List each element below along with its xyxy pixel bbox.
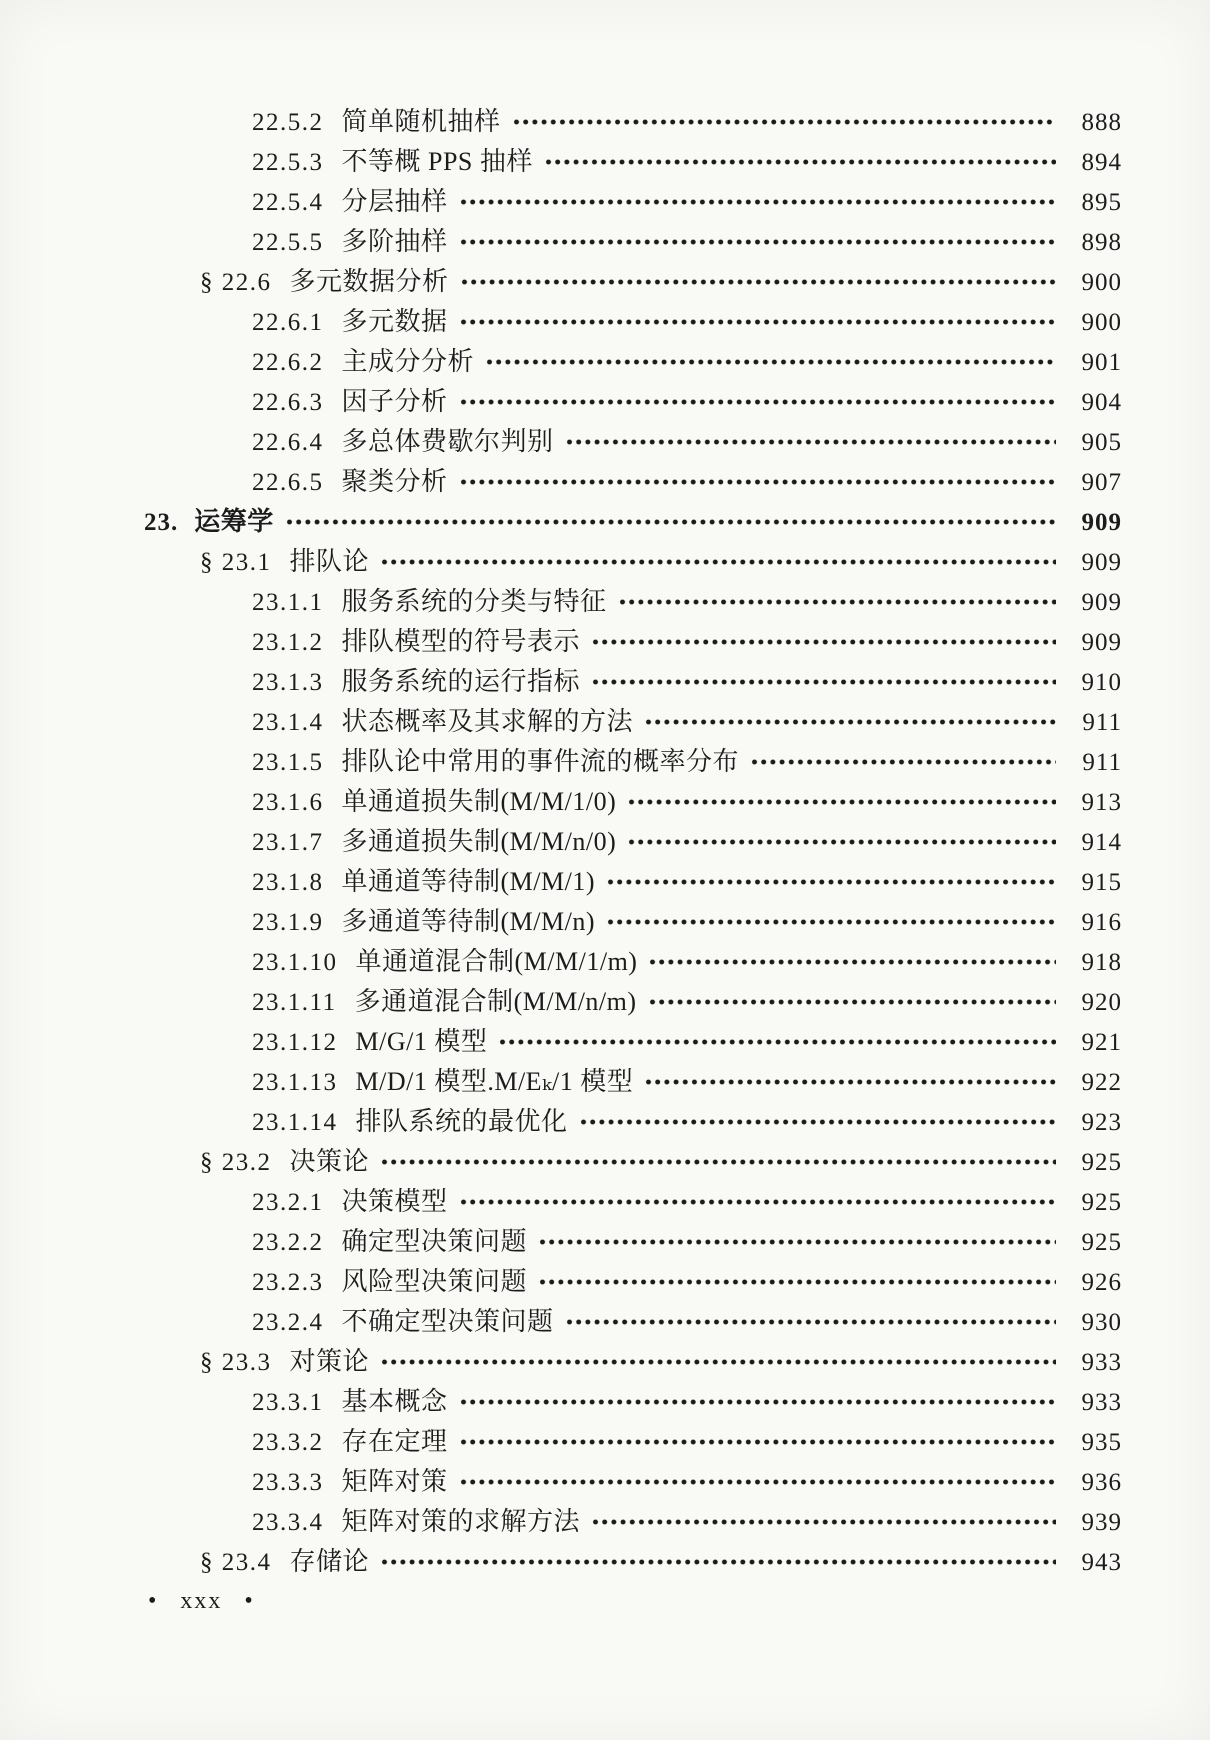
toc-entry-title: 多阶抽样 — [341, 227, 448, 256]
dot-leader — [459, 1437, 1056, 1447]
toc-entry-number: 23.3.3 — [252, 1469, 324, 1496]
toc-entry-title: 分层抽样 — [341, 187, 448, 216]
toc-entry — [0, 302, 1210, 342]
dot-leader — [538, 1277, 1056, 1287]
toc-entry-number: 22.6.1 — [252, 309, 324, 336]
toc-entry-title: 不等概 PPS 抽样 — [341, 147, 533, 176]
toc-entry — [0, 622, 1210, 662]
toc-entry-title: 单通道损失制(M/M/1/0) — [341, 787, 617, 816]
toc-entry-page: 930 — [1081, 1309, 1122, 1336]
dot-leader — [459, 197, 1056, 207]
toc-entry-page: 918 — [1081, 949, 1122, 976]
toc-entry-number: 23.2.1 — [252, 1189, 324, 1216]
toc-entry — [0, 382, 1210, 422]
toc-entry-number: 22.6.3 — [252, 389, 324, 416]
toc-entry-title: 多通道等待制(M/M/n) — [341, 907, 596, 936]
toc-entry — [0, 1182, 1210, 1222]
toc-entry-number: 23.1.11 — [252, 989, 337, 1016]
toc-entry-title: 多通道损失制(M/M/n/0) — [341, 827, 617, 856]
toc-entry-title: M/D/1 模型.M/Eₖ/1 模型 — [355, 1067, 634, 1096]
toc-entry-number: 23.1.5 — [252, 749, 324, 776]
toc-entry-title: 决策模型 — [341, 1187, 448, 1216]
dot-leader — [606, 917, 1056, 927]
toc-entry — [0, 702, 1210, 742]
toc-entry — [0, 502, 1210, 542]
toc-entry-page: 905 — [1081, 429, 1122, 456]
toc-entry-title: 不确定型决策问题 — [341, 1307, 554, 1336]
dot-leader — [485, 357, 1056, 367]
toc-entry — [0, 902, 1210, 942]
toc-entry-page: 935 — [1081, 1429, 1122, 1456]
toc-entry — [0, 342, 1210, 382]
dot-leader — [498, 1037, 1056, 1047]
dot-leader — [565, 1317, 1056, 1327]
toc-entry — [0, 982, 1210, 1022]
toc-entry-number: 23.2.4 — [252, 1309, 324, 1336]
toc-entry-number: 23.1.2 — [252, 629, 324, 656]
toc-entry-title: 排队模型的符号表示 — [341, 627, 581, 656]
toc-entry — [0, 1422, 1210, 1462]
toc-entry-title: 多元数据 — [341, 307, 448, 336]
toc-entry — [0, 182, 1210, 222]
toc-entry-page: 900 — [1081, 309, 1122, 336]
toc-entry-number: 23.3.4 — [252, 1509, 324, 1536]
toc-entry-title: 多总体费歇尔判别 — [341, 427, 554, 456]
toc-entry-title: 存在定理 — [341, 1427, 448, 1456]
toc-entry-page: 933 — [1081, 1389, 1122, 1416]
dot-leader — [627, 797, 1056, 807]
dot-leader — [460, 277, 1056, 287]
toc-entry-page: 907 — [1081, 469, 1122, 496]
toc-entry-number: 23.3.2 — [252, 1429, 324, 1456]
toc-entry-title: 存储论 — [289, 1547, 370, 1576]
dot-leader — [459, 317, 1056, 327]
toc-entry-page: 925 — [1081, 1149, 1122, 1176]
toc-entry-title: 风险型决策问题 — [341, 1267, 528, 1296]
toc-entry-page: 910 — [1081, 669, 1122, 696]
toc-entry-page: 909 — [1081, 549, 1122, 576]
toc-entry — [0, 222, 1210, 262]
dot-leader — [627, 837, 1056, 847]
toc-entry-page: 921 — [1081, 1029, 1122, 1056]
dot-leader — [644, 1077, 1056, 1087]
footer-page-number: • xxx • — [148, 1588, 255, 1614]
toc-entry — [0, 462, 1210, 502]
toc-entry-page: 898 — [1081, 229, 1122, 256]
toc-entry — [0, 942, 1210, 982]
dot-leader — [591, 637, 1056, 647]
toc-entry-title: 状态概率及其求解的方法 — [341, 707, 634, 736]
dot-leader — [591, 1517, 1056, 1527]
toc-entry-number: 23.2.3 — [252, 1269, 324, 1296]
toc-entry — [0, 1062, 1210, 1102]
toc-entry-number: 23.1.3 — [252, 669, 324, 696]
dot-leader — [565, 437, 1056, 447]
toc-entry-number: 23. — [144, 509, 179, 536]
dot-leader — [606, 877, 1056, 887]
toc-entry-page: 920 — [1081, 989, 1122, 1016]
toc-entry-page: 901 — [1081, 349, 1122, 376]
toc-entry-number: 23.1.6 — [252, 789, 324, 816]
toc-entry-title: 排队论 — [289, 547, 370, 576]
toc-entry-number: 23.1.9 — [252, 909, 324, 936]
toc-entry — [0, 822, 1210, 862]
toc-entry-title: 排队论中常用的事件流的概率分布 — [341, 747, 740, 776]
toc-entry-title: 服务系统的运行指标 — [341, 667, 581, 696]
toc-entry-page: 894 — [1081, 149, 1122, 176]
toc-entry-page: 909 — [1081, 509, 1122, 536]
dot-leader — [579, 1117, 1056, 1127]
toc-entry-number: 23.1.8 — [252, 869, 324, 896]
toc-entry — [0, 1302, 1210, 1342]
toc-entry — [0, 662, 1210, 702]
toc-entry-page: 913 — [1081, 789, 1122, 816]
toc-entry-title: 排队系统的最优化 — [355, 1107, 568, 1136]
toc-entry — [0, 1382, 1210, 1422]
toc-entry-page: 933 — [1081, 1349, 1122, 1376]
toc-entry-title: 矩阵对策 — [341, 1467, 448, 1496]
toc-entry-number: § 22.6 — [200, 269, 272, 296]
toc-entry-title: 聚类分析 — [341, 467, 448, 496]
toc-entry — [0, 742, 1210, 782]
toc-entry-title: 主成分分析 — [341, 347, 475, 376]
toc-entry-title: 对策论 — [289, 1347, 370, 1376]
toc-entry — [0, 1262, 1210, 1302]
toc-entry — [0, 782, 1210, 822]
dot-leader — [618, 597, 1056, 607]
dot-leader — [380, 1557, 1056, 1567]
toc-entry-page: 943 — [1081, 1549, 1122, 1576]
toc-entry — [0, 1542, 1210, 1582]
toc-entry-title: M/G/1 模型 — [355, 1027, 488, 1056]
toc-entry-number: 23.1.12 — [252, 1029, 338, 1056]
toc-entry-title: 多元数据分析 — [289, 267, 449, 296]
toc-entry — [0, 542, 1210, 582]
dot-leader — [459, 397, 1056, 407]
toc-entry-number: 22.5.3 — [252, 149, 324, 176]
page-footer — [148, 1588, 255, 1615]
toc-entry — [0, 1142, 1210, 1182]
toc-entry-title: 确定型决策问题 — [341, 1227, 528, 1256]
dot-leader — [380, 557, 1056, 567]
toc-entry-page: 911 — [1082, 709, 1122, 736]
toc-entry-title: 服务系统的分类与特征 — [341, 587, 607, 616]
toc-entry-page: 904 — [1081, 389, 1122, 416]
toc-entry — [0, 862, 1210, 902]
toc-entry-number: 23.2.2 — [252, 1229, 324, 1256]
toc-entry — [0, 1022, 1210, 1062]
dot-leader — [538, 1237, 1056, 1247]
dot-leader — [591, 677, 1056, 687]
toc-entry-number: 22.5.2 — [252, 109, 324, 136]
toc-entry-page: 925 — [1081, 1229, 1122, 1256]
toc-entry-page: 895 — [1081, 189, 1122, 216]
dot-leader — [459, 1477, 1056, 1487]
toc-entry-number: 22.6.4 — [252, 429, 324, 456]
toc-list — [0, 102, 1210, 1582]
toc-entry-page: 909 — [1081, 589, 1122, 616]
dot-leader — [750, 757, 1056, 767]
dot-leader — [459, 237, 1056, 247]
toc-entry-page: 939 — [1081, 1509, 1122, 1536]
toc-entry — [0, 422, 1210, 462]
toc-entry-page: 923 — [1081, 1109, 1122, 1136]
dot-leader — [285, 517, 1056, 527]
toc-entry-page: 914 — [1081, 829, 1122, 856]
toc-entry — [0, 1502, 1210, 1542]
toc-entry — [0, 142, 1210, 182]
toc-entry-number: § 23.1 — [200, 549, 272, 576]
toc-entry-page: 911 — [1082, 749, 1122, 776]
toc-entry-number: 23.1.13 — [252, 1069, 338, 1096]
toc-entry-page: 936 — [1081, 1469, 1122, 1496]
toc-entry-title: 矩阵对策的求解方法 — [341, 1507, 581, 1536]
toc-entry-title: 因子分析 — [341, 387, 448, 416]
toc-entry-number: 23.1.14 — [252, 1109, 338, 1136]
toc-entry — [0, 1342, 1210, 1382]
toc-entry-page: 888 — [1081, 109, 1122, 136]
dot-leader — [512, 117, 1056, 127]
toc-entry-title: 单通道混合制(M/M/1/m) — [355, 947, 638, 976]
toc-entry-number: § 23.3 — [200, 1349, 272, 1376]
toc-entry-number: 23.1.4 — [252, 709, 324, 736]
dot-leader — [648, 957, 1056, 967]
toc-entry-page: 916 — [1081, 909, 1122, 936]
toc-entry-title: 多通道混合制(M/M/n/m) — [354, 987, 637, 1016]
toc-entry-title: 运筹学 — [194, 507, 274, 536]
dot-leader — [380, 1157, 1056, 1167]
toc-entry-number: 22.5.4 — [252, 189, 324, 216]
toc-entry-number: 23.1.7 — [252, 829, 324, 856]
toc-entry-page: 925 — [1081, 1189, 1122, 1216]
toc-entry-number: 22.5.5 — [252, 229, 324, 256]
toc-entry — [0, 1102, 1210, 1142]
toc-entry-title: 单通道等待制(M/M/1) — [341, 867, 596, 896]
toc-entry — [0, 1462, 1210, 1502]
dot-leader — [644, 717, 1056, 727]
toc-entry-number: § 23.4 — [200, 1549, 272, 1576]
toc-entry — [0, 102, 1210, 142]
toc-entry-title: 基本概念 — [341, 1387, 448, 1416]
toc-entry-page: 922 — [1081, 1069, 1122, 1096]
toc-entry-number: 23.1.1 — [252, 589, 324, 616]
toc-entry-page: 915 — [1081, 869, 1122, 896]
toc-entry-page: 900 — [1081, 269, 1122, 296]
toc-entry-number: § 23.2 — [200, 1149, 272, 1176]
toc-entry-number: 23.3.1 — [252, 1389, 324, 1416]
toc-entry — [0, 262, 1210, 302]
toc-entry-number: 22.6.2 — [252, 349, 324, 376]
toc-entry-title: 简单随机抽样 — [341, 107, 501, 136]
toc-entry-page: 909 — [1081, 629, 1122, 656]
toc-entry-number: 22.6.5 — [252, 469, 324, 496]
dot-leader — [544, 157, 1056, 167]
toc-entry-number: 23.1.10 — [252, 949, 338, 976]
toc-entry-title: 决策论 — [289, 1147, 370, 1176]
toc-entry — [0, 1222, 1210, 1262]
toc-entry-page: 926 — [1081, 1269, 1122, 1296]
dot-leader — [459, 1397, 1056, 1407]
dot-leader — [459, 1197, 1056, 1207]
dot-leader — [380, 1357, 1056, 1367]
dot-leader — [459, 477, 1056, 487]
dot-leader — [648, 997, 1056, 1007]
toc-entry — [0, 582, 1210, 622]
